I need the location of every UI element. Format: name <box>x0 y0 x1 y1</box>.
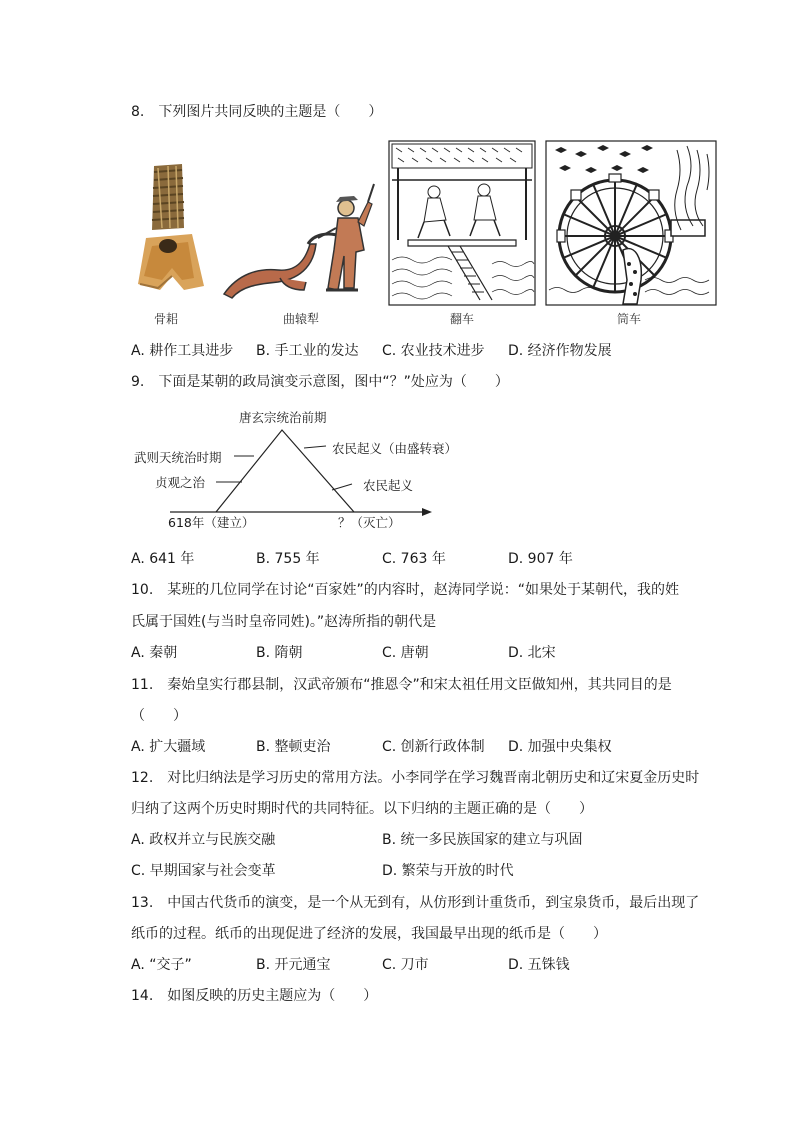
caption-water-wheel: 筒车 <box>616 312 641 326</box>
q12-option-c[interactable]: C. 早期国家与社会变革 <box>131 863 276 879</box>
q8-option-c[interactable]: C. 农业技术进步 <box>382 343 485 359</box>
diagram-label-zhenguan: 贞观之治 <box>155 475 206 490</box>
q13-option-a[interactable]: A. “交子” <box>131 957 192 973</box>
q10-option-b[interactable]: B. 隋朝 <box>256 645 303 661</box>
q8-option-d[interactable]: D. 经济作物发展 <box>508 343 612 359</box>
q9-option-b[interactable]: B. 755 年 <box>256 551 320 567</box>
question-13-line2: 纸币的过程。纸币的出现促进了经济的发展，我国最早出现的纸币是（ ） <box>131 926 607 942</box>
q9-option-c[interactable]: C. 763 年 <box>382 551 446 567</box>
question-8-stem: 8. 下列图片共同反映的主题是（ ） <box>131 104 383 120</box>
q8-option-a[interactable]: A. 耕作工具进步 <box>131 343 234 359</box>
caption-bone-spade: 骨耜 <box>153 312 178 326</box>
q12-option-d[interactable]: D. 繁荣与开放的时代 <box>382 863 514 879</box>
question-12-line1: 12. 对比归纳法是学习历史的常用方法。小李同学在学习魏晋南北朝历史和辽宋夏金历史时 <box>131 770 700 786</box>
curved-plow-image <box>218 178 380 302</box>
question-13-line1: 13. 中国古代货币的演变，是一个从无到有，从仿形到计重货币，到宝泉货币，最后出现了 <box>131 895 700 911</box>
caption-chain-pump: 翻车 <box>449 312 474 326</box>
q12-option-b[interactable]: B. 统一多民族国家的建立与巩固 <box>382 832 583 848</box>
diagram-label-fall: ？（灭亡） <box>338 515 401 530</box>
q12-option-a[interactable]: A. 政权并立与民族交融 <box>131 832 276 848</box>
diagram-label-founding: 618年（建立） <box>168 515 255 530</box>
q11-option-a[interactable]: A. 扩大疆域 <box>131 739 206 755</box>
diagram-label-revolt-decline: 农民起义（由盛转衰） <box>332 441 458 456</box>
caption-curved-plow: 曲辕犁 <box>282 312 319 326</box>
diagram-label-xuanzong: 唐玄宗统治前期 <box>239 410 327 425</box>
chain-pump-image <box>388 140 536 306</box>
question-11-line1: 11. 秦始皇实行郡县制，汉武帝颁布“推恩令”和宋太祖任用文臣做知州，其共同目的是 <box>131 677 672 693</box>
q13-option-d[interactable]: D. 五铢钱 <box>508 957 570 973</box>
q11-option-c[interactable]: C. 创新行政体制 <box>382 739 485 755</box>
q10-option-d[interactable]: D. 北宋 <box>508 645 556 661</box>
q10-option-a[interactable]: A. 秦朝 <box>131 645 178 661</box>
diagram-label-revolt: 农民起义 <box>363 478 414 493</box>
water-wheel-image <box>545 140 717 306</box>
question-9-stem: 9. 下面是某朝的政局演变示意图，图中“？”处应为（ ） <box>131 374 509 390</box>
diagram-label-wuzetian: 武则天统治时期 <box>134 450 222 465</box>
question-10-line2: 氏属于国姓(与当时皇帝同姓)。”赵涛所指的朝代是 <box>131 614 437 630</box>
q8-option-b[interactable]: B. 手工业的发达 <box>256 343 359 359</box>
q9-option-d[interactable]: D. 907 年 <box>508 551 573 567</box>
q11-option-b[interactable]: B. 整顿吏治 <box>256 739 331 755</box>
question-12-line2: 归纳了这两个历史时期时代的共同特征。以下归纳的主题正确的是（ ） <box>131 801 593 817</box>
question-10-line1: 10. 某班的几位同学在讨论“百家姓”的内容时，赵涛同学说：“如果处于某朝代，我的姓 <box>131 582 680 598</box>
q9-option-a[interactable]: A. 641 年 <box>131 551 195 567</box>
question-14-stem: 14. 如图反映的历史主题应为（ ） <box>131 988 378 1004</box>
question-11-line2: （ ） <box>131 708 187 724</box>
q13-option-b[interactable]: B. 开元通宝 <box>256 957 331 973</box>
q13-option-c[interactable]: C. 刀市 <box>382 957 429 973</box>
q11-option-d[interactable]: D. 加强中央集权 <box>508 739 612 755</box>
bone-spade-image <box>132 158 208 300</box>
q10-option-c[interactable]: C. 唐朝 <box>382 645 429 661</box>
